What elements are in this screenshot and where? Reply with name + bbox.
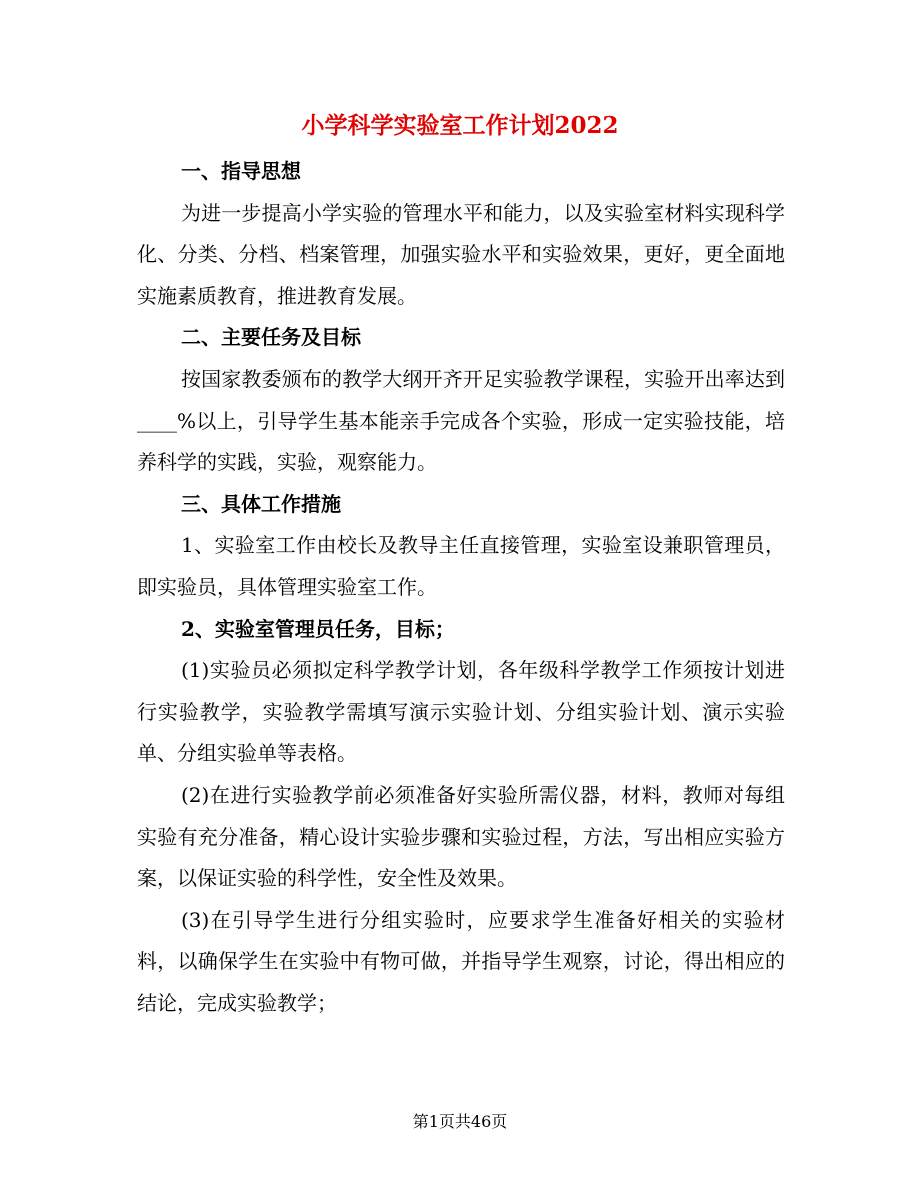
page-number: 第1页共46页 (412, 1112, 508, 1131)
paragraph-main-tasks: 按国家教委颁布的教学大纲开齐开足实验教学课程，实验开出率达到____%以上，引导学生基本能亲手完成各个实验，形成一定实验技能，培养科学的实践，实验，观察能力。 (137, 366, 785, 475)
paragraph-measure-1: 1、实验室工作由校长及教导主任直接管理，实验室设兼职管理员，即实验员，具体管理实验室工作。 (137, 533, 785, 599)
paragraph-item-2: (2)在进行实验教学前必须准备好实验所需仪器，材料，教师对每组实验有充分准备，精心设计实验步骤和实验过程，方法，写出相应实验方案，以保证实验的科学性，安全性及效果。 (137, 782, 785, 891)
document-title: 小学科学实验室工作计划2022 (301, 112, 619, 139)
paragraph-guiding-ideology: 为进一步提高小学实验的管理水平和能力，以及实验室材料实现科学化、分类、分档、档案管理，加强实验水平和实验效果，更好，更全面地实施素质教育，推进教育发展。 (137, 200, 785, 308)
paragraph-item-3: (3)在引导学生进行分组实验时，应要求学生准备好相关的实验材料，以确保学生在实验中有物可做，并指导学生观察，讨论，得出相应的结论，完成实验教学； (137, 907, 785, 1015)
paragraph-item-1: (1)实验员必须拟定科学教学计划，各年级科学教学工作须按计划进行实验教学，实验教学需填写演示实验计划、分组实验计划、演示实验单、分组实验单等表格。 (137, 658, 785, 766)
section-heading-guiding-ideology: 一、指导思想 (181, 159, 301, 183)
section-heading-measures: 三、具体工作措施 (181, 491, 341, 516)
subheading-admin-tasks: 2、实验室管理员任务，目标； (181, 616, 455, 641)
document-body (137, 151, 785, 1024)
section-heading-main-tasks: 二、主要任务及目标 (181, 325, 361, 350)
